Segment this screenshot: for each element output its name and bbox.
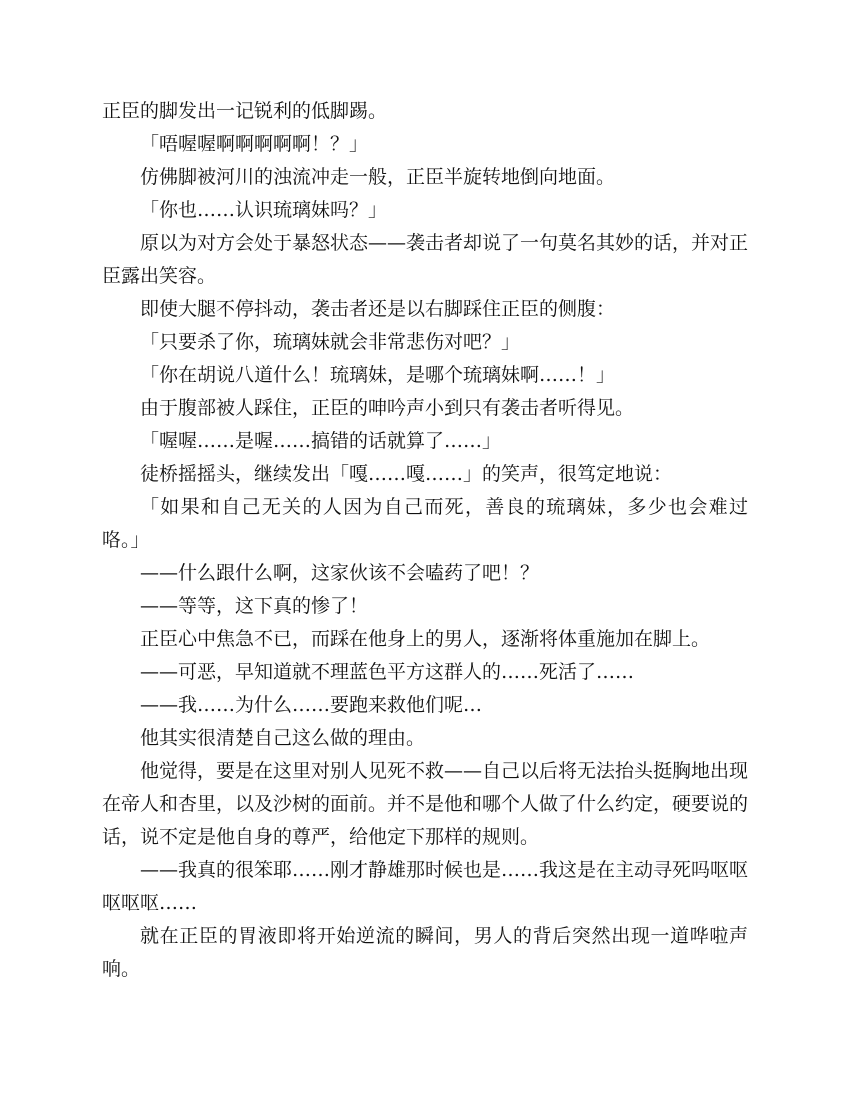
paragraph: 他觉得，要是在这里对别人见死不救——自己以后将无法抬头挺胸地出现在帝人和杏里，以及沙树的面前。并不是他和哪个人做了什么约定，硬要说的话，说不定是他自身的尊严，给他定下那样的规则。 <box>102 760 749 848</box>
paragraph: ——等等，这下真的惨了！ <box>140 595 369 617</box>
paragraph: 仿佛脚被河川的浊流冲走一般，正臣半旋转地倒向地面。 <box>140 166 616 188</box>
paragraph: 「如果和自己无关的人因为自己而死，善良的琉璃妹，多少也会难过咯。」 <box>102 496 748 551</box>
paragraph: 由于腹部被人踩住，正臣的呻吟声小到只有袭击者听得见。 <box>140 397 635 419</box>
paragraph: 徒桥摇摇头，继续发出「嘎……嘎……」的笑声，很笃定地说： <box>140 463 673 485</box>
paragraph: ——什么跟什么啊，这家伙该不会嗑药了吧！？ <box>140 562 540 584</box>
paragraph: 「你在胡说八道什么！琉璃妹，是哪个琉璃妹啊……！」 <box>140 364 616 386</box>
paragraph: ——可恶，早知道就不理蓝色平方这群人的……死活了…… <box>140 661 635 683</box>
paragraph: 原以为对方会处于暴怒状态——袭击者却说了一句莫名其妙的话，并对正臣露出笑容。 <box>102 232 749 287</box>
paragraph: 即使大腿不停抖动，袭击者还是以右脚踩住正臣的侧腹： <box>140 298 616 320</box>
paragraph: 正臣心中焦急不已，而踩在他身上的男人，逐渐将体重施加在脚上。 <box>140 628 711 650</box>
paragraph: 就在正臣的胃液即将开始逆流的瞬间，男人的背后突然出现一道哗啦声响。 <box>102 925 748 980</box>
paragraph: 「喔喔……是喔……搞错的话就算了……」 <box>140 430 502 452</box>
paragraph: ——我……为什么……要跑来救他们呢… <box>140 694 483 716</box>
paragraph: 正臣的脚发出一记锐利的低脚踢。 <box>102 100 388 122</box>
paragraph: 他其实很清楚自己这么做的理由。 <box>140 727 426 749</box>
paragraph: ——我真的很笨耶……刚才静雄那时候也是……我这是在主动寻死吗呕呕呕呕呕…… <box>102 859 749 914</box>
paragraph: 「你也……认识琉璃妹吗？」 <box>140 199 388 221</box>
paragraph: 「只要杀了你，琉璃妹就会非常悲伤对吧？」 <box>140 331 521 353</box>
document-page <box>102 95 748 986</box>
paragraph: 「唔喔喔啊啊啊啊啊！？」 <box>140 133 369 155</box>
